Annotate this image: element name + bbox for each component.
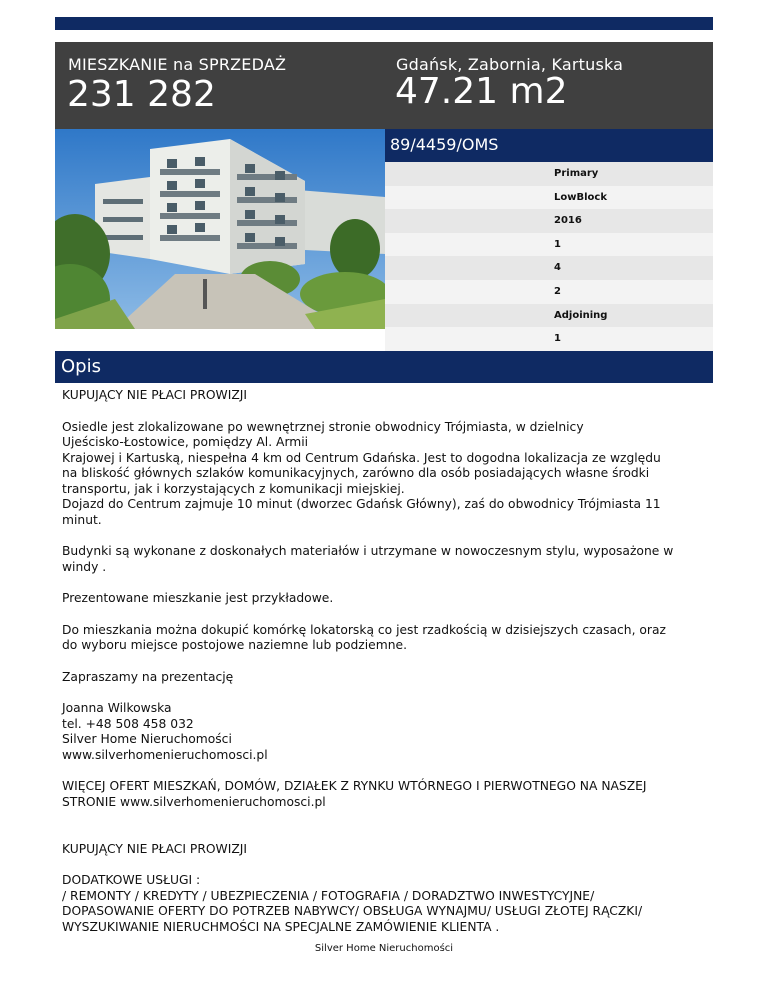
offer-type-label: MIESZKANIE na SPRZEDAŻ — [68, 55, 287, 74]
location-label: Gdańsk, Zabornia, Kartuska — [396, 55, 624, 74]
reference-number: 89/4459/OMS — [390, 135, 499, 154]
attributes-table — [385, 162, 713, 351]
listing-header — [55, 42, 713, 129]
attribute-value: LowBlock — [554, 191, 607, 203]
description-paragraph: KUPUJĄCY NIE PŁACI PROWIZJI — [62, 841, 248, 856]
attribute-value: 2 — [554, 285, 561, 297]
attribute-row — [385, 162, 713, 186]
description-heading: Opis — [61, 356, 101, 377]
description-paragraph: KUPUJĄCY NIE PŁACI PROWIZJI — [62, 388, 248, 402]
attribute-value: Adjoining — [554, 309, 608, 321]
footer-agency-name: Silver Home Nieruchomości — [314, 943, 454, 954]
description-paragraph: Prezentowane mieszkanie jest przykładowe. — [62, 591, 334, 605]
attribute-value: 1 — [554, 333, 561, 345]
description-body — [62, 388, 712, 951]
price-value: 231 282 — [67, 74, 216, 115]
description-paragraph: Budynki są wykonane z doskonałych materiałów i utrzymane w nowoczesnym stylu, wyposażone w windy . — [62, 544, 674, 574]
attribute-row — [385, 233, 713, 257]
attribute-value: 4 — [554, 262, 561, 274]
attribute-row — [385, 256, 713, 280]
attribute-row — [385, 327, 713, 351]
attribute-row — [385, 209, 713, 233]
attribute-row — [385, 186, 713, 210]
attribute-row — [385, 280, 713, 304]
additional-services: DODATKOWE USŁUGI : / REMONTY / KREDYTY / UBEZPIECZENIA / FOTOGRAFIA / DORADZTWO INWESTYCYJNE/ DOPASOWANIE OFERTY DO POTRZEB NABYWCY/ OBSŁUGA WYNAJMU/ USŁUGI ZŁOTEJ RĄCZKI/ WYSZUKIWANIE NIERUCHMOŚCI NA SPECJALNE ZAMÓWIENIE KLIENTA . — [62, 873, 643, 934]
description-paragraph: Osiedle jest zlokalizowane po wewnętrznej stronie obwodnicy Trójmiasta, w dzielnicy Ujeścisko-Łostowice, pomiędzy Al. Armii Krajowej i Kartuską, niespełna 4 km od Centrum Gdańska. Jest to dogodna lokalizacja ze względu na bliskość głównych szlaków komunikacyjnych, zarówno dla osób posiadających własne środki transportu, jak i korzystających z komunikacji miejskiej. Dojazd do Centrum zajmuje 10 minut (dworzec Gdańsk Główny), zaś do obwodnicy Trójmiasta 11 minut. — [62, 419, 661, 527]
area-value: 47.21 m2 — [395, 71, 568, 112]
property-photo — [55, 129, 385, 329]
attribute-value: Primary — [554, 168, 599, 179]
contact-details: Joanna Wilkowska tel. +48 508 458 032 Silver Home Nieruchomości www.silverhomenieruchomosci.pl — [62, 701, 268, 762]
attribute-row — [385, 304, 713, 328]
attribute-value: 1 — [554, 238, 561, 250]
description-heading-bar — [55, 351, 713, 383]
description-paragraph: Do mieszkania można dokupić komórkę lokatorską co jest rzadkością w dzisiejszych czasach, oraz do wyboru miejsce postojowe naziemne lub podziemne. — [62, 622, 666, 652]
attribute-value: 2016 — [554, 215, 582, 227]
top-accent-bar — [55, 17, 713, 30]
reference-number-bar — [385, 129, 713, 162]
price-block — [55, 42, 385, 129]
description-paragraph: WIĘCEJ OFERT MIESZKAŃ, DOMÓW, DZIAŁEK Z RYNKU WTÓRNEGO I PIERWOTNEGO NA NASZEJ STRONIE www.silverhomenieruchomosci.pl — [62, 779, 647, 809]
location-block — [385, 42, 713, 129]
description-paragraph: Zapraszamy na prezentację — [62, 669, 234, 684]
